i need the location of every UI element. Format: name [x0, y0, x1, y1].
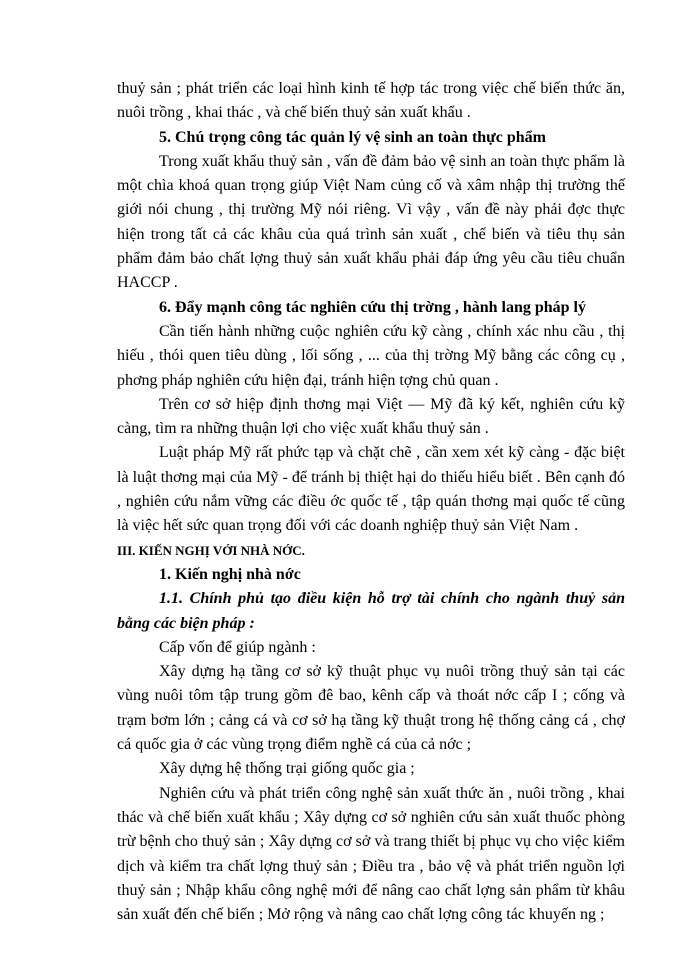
paragraph-us-law: Luật pháp Mỹ rất phức tạp và chặt chẽ , cần xem xét kỹ càng - đặc biệt là luật thơng mại của Mỹ - để tránh bị thiệt hại do thiếu hiểu biết . Bên cạnh đó , nghiên cứu nắm vững các điều ớc quốc tế , tập quán thơng mại quốc tế cũng là việc hết sức quan trọng đối với các doanh nghiệp thuỷ sản Việt Nam . [117, 444, 625, 535]
paragraph-1: thuỷ sản ; phát triển các loại hình kinh tế hợp tác trong việc chế biến thức ăn, nuôi trồng , khai thác , và chế biến thuỷ sản xuất khẩu . [117, 80, 625, 122]
paragraph-research-technology: Nghiên cứu và phát triển công nghệ sản xuất thức ăn , nuôi trồng , khai thác và chế biến xuất khẩu ; Xây dựng cơ sở nghiên cứu sản xuất thuốc phòng trừ bệnh cho thuỷ sản ; Xây dựng cơ sở và trang thiết bị phục vụ cho việc kiểm dịch và kiểm tra chất lợng thuỷ sản ; Điều tra , bảo vệ và phát triển nguồn lợi thuỷ sản ; Nhập khẩu công nghệ mới để nâng cao chất lợng sản phẩm từ khâu sản xuất đến chế biến ; Mở rộng và nâng cao chất lợng công tác khuyến ng ; [117, 784, 625, 924]
paragraph-infrastructure: Xây dựng hạ tầng cơ sở kỹ thuật phục vụ nuôi trồng thuỷ sản tại các vùng nuôi tôm tập trung gồm đê bao, kênh cấp và thoát nớc cấp I ; cống và trạm bơm lớn ; cảng cá và cơ sở hạ tầng kỹ thuật trong hệ thống cảng cá , chợ cá quốc gia ở các vùng trọng điểm nghề cá của cả nớc ; [117, 663, 625, 754]
paragraph-food-safety: Trong xuất khẩu thuỷ sản , vấn đề đảm bảo vệ sinh an toàn thực phẩm là một chìa khoá quan trọng giúp Việt Nam củng cố và xâm nhập thị trường thế giới nói chung , thị trường Mỹ nói riêng. Vì vậy , vấn đề này phải đợc thực hiện trong tất cả các khâu của quá trình sản xuất , chế biến và tiêu thụ sản phẩm đảm bảo chất lợng thuỷ sản xuất khẩu phải đáp ứng yêu cầu tiêu chuẩn HACCP . [117, 152, 625, 292]
heading-food-safety: 5. Chú trọng công tác quản lý vệ sinh an toàn thực phẩm [159, 128, 546, 146]
paragraph-capital: Cấp vốn để giúp ngành : [159, 638, 316, 656]
paragraph-breeding-camps: Xây dựng hệ thống trại giống quốc gia ; [159, 760, 415, 778]
heading-market-research: 6. Đẩy mạnh công tác nghiên cứu thị trờng , hành lang pháp lý [159, 298, 586, 316]
heading-financial-support: 1.1. Chính phủ tạo điều kiện hỗ trợ tài chính cho ngành thuỷ sản bằng các biện pháp : [117, 590, 625, 632]
section-heading-recommendations: III. KIẾN NGHỊ VỚI NHÀ NỚC. [117, 542, 305, 558]
paragraph-market-research: Cần tiến hành những cuộc nghiên cứu kỹ càng , chính xác nhu cầu , thị hiếu , thói quen tiêu dùng , lối sống , ... của thị trờng Mỹ bằng các công cụ , phơng pháp nghiên cứu hiện đại, tránh hiện tợng chủ quan . [117, 322, 625, 389]
paragraph-trade-agreement: Trên cơ sở hiệp định thơng mại Việt — Mỹ đã ký kết, nghiên cứu kỹ càng, tìm ra những thuận lợi cho việc xuất khẩu thuỷ sản . [117, 395, 625, 438]
heading-state-recommendation: 1. Kiến nghị nhà nớc [159, 565, 301, 583]
document-body [117, 77, 625, 927]
